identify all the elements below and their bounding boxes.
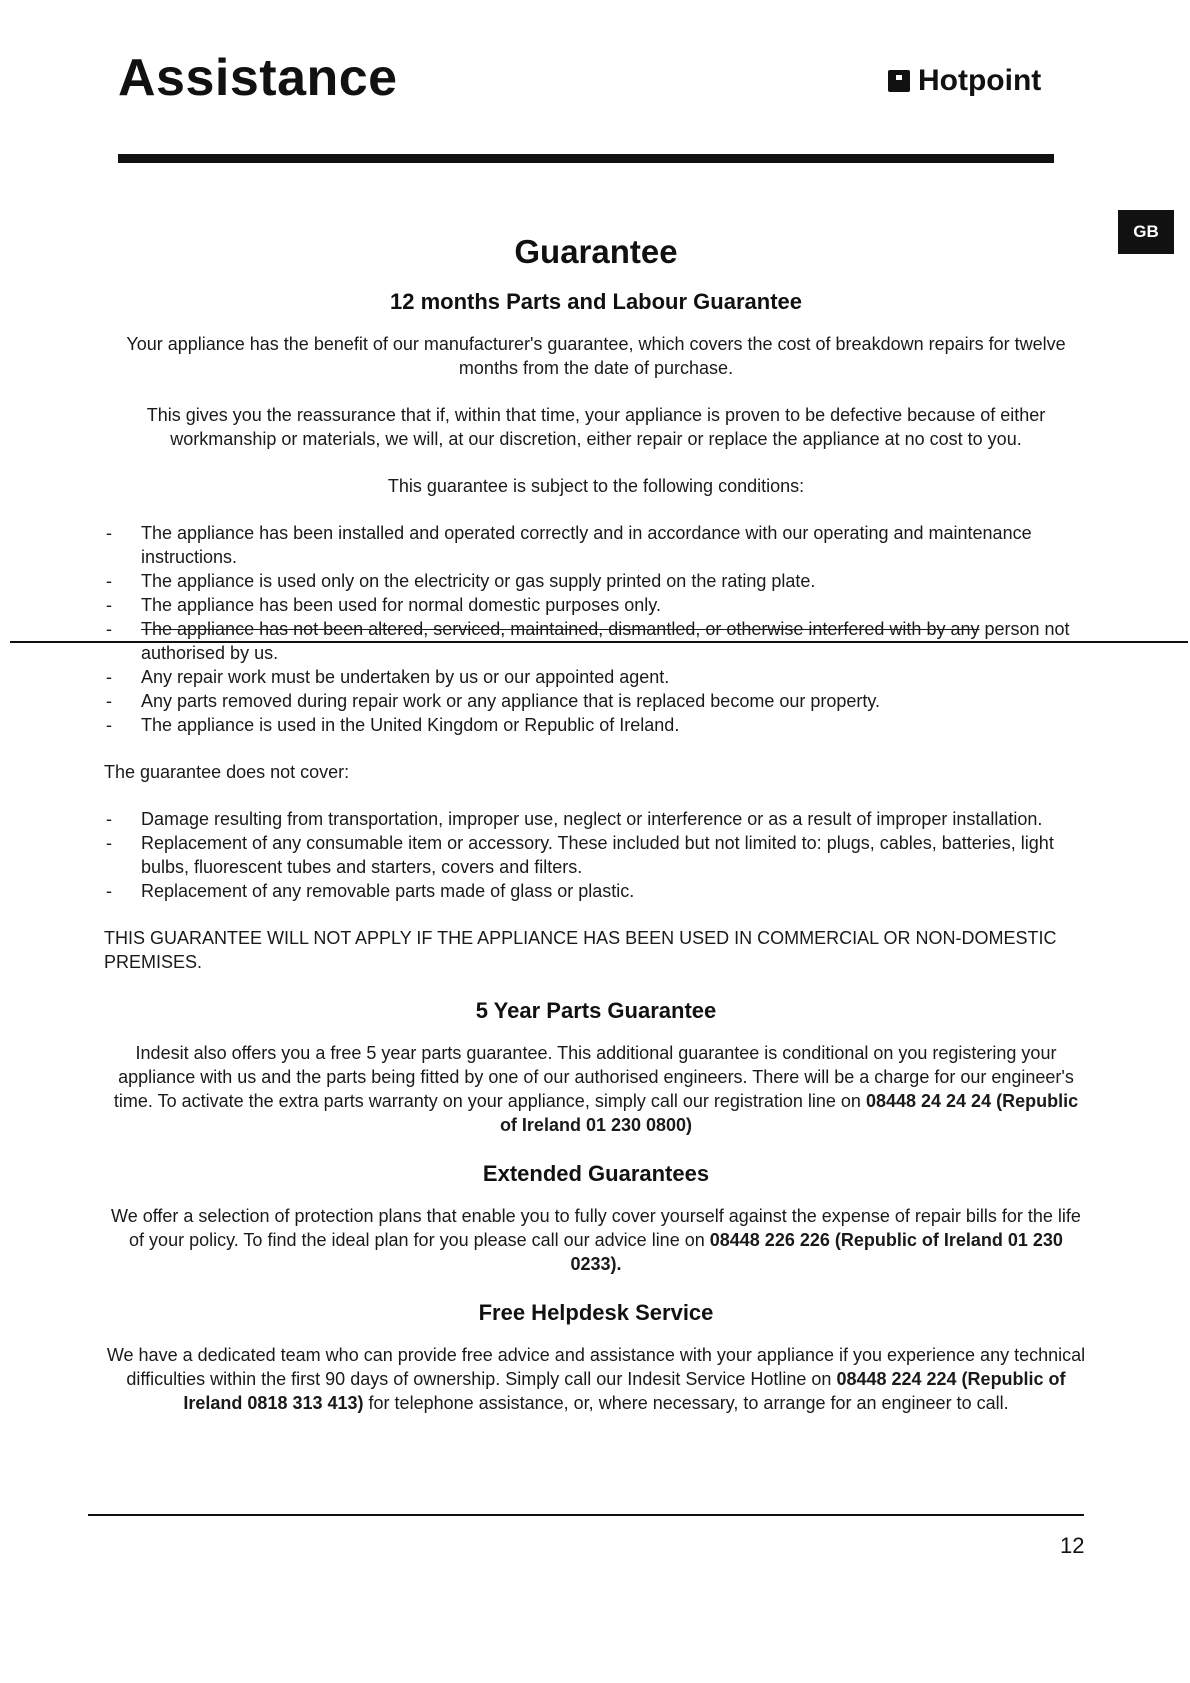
extended-text: We offer a selection of protection plans that enable you to fully cover yourself against the expense of repair bills for the life of your policy. To find the ideal plan for you please call our advice line on <box>111 1206 1081 1250</box>
parts-labour-heading: 12 months Parts and Labour Guarantee <box>390 289 802 314</box>
header-rule <box>118 154 1054 163</box>
guarantee-heading: Guarantee <box>514 233 678 270</box>
main-content <box>104 224 1088 1438</box>
helpdesk-text: We have a dedicated team who can provide free advice and assistance with your appliance if you experience any technical difficulties within the first 90 days of ownership. Simply call our Indesit Service Hotline on <box>106 1345 1086 1389</box>
five-year-heading: 5 Year Parts Guarantee <box>475 998 717 1023</box>
exclusions-list <box>104 807 1088 903</box>
extended-paragraph <box>104 1204 1088 1276</box>
brand-logo <box>888 64 1041 98</box>
exclusion-item: - Damage resulting from transportation, improper use, neglect or interference or as a result of improper installation. <box>104 807 1088 831</box>
helpdesk-heading: Free Helpdesk Service <box>478 1300 714 1325</box>
page-number: 12 <box>1060 1533 1085 1558</box>
helpdesk-paragraph <box>104 1343 1088 1415</box>
not-cover-intro: The guarantee does not cover: <box>104 762 350 782</box>
condition-item: - Any parts removed during repair work or any appliance that is replaced become our property. <box>104 689 1088 713</box>
language-tab: GB <box>1118 210 1174 254</box>
conditions-list <box>104 521 1088 737</box>
five-year-text: Indesit also offers you a free 5 year parts guarantee. This additional guarantee is conditional on you registering your appliance with us and the parts being fitted by one of our authorised engineers. There will be a charge for our engineer's time. To activate the extra parts warranty on your appliance, simply call our registration line on <box>113 1043 1074 1111</box>
condition-item: - The appliance is used only on the electricity or gas supply printed on the rating plate. <box>104 569 1088 593</box>
five-year-paragraph <box>104 1041 1088 1137</box>
footer-rule <box>88 1514 1084 1516</box>
commercial-warning: THIS GUARANTEE WILL NOT APPLY IF THE APPLIANCE HAS BEEN USED IN COMMERCIAL OR NON-DOMESTIC PREMISES. <box>104 928 1057 972</box>
condition-item: - The appliance has been installed and operated correctly and in accordance with our operating and maintenance instructions. <box>104 521 1088 569</box>
exclusion-item: - Replacement of any consumable item or accessory. These included but not limited to: plugs, cables, batteries, light bulbs, fluorescent tubes and starters, covers and filters. <box>104 831 1088 879</box>
struck-text: The appliance has not been altered, serviced, maintained, dismantled, or otherwise interfered with by any <box>141 619 980 639</box>
conditions-intro: This guarantee is subject to the following conditions: <box>387 476 805 496</box>
extended-phone: 08448 226 226 (Republic of Ireland 01 230 0233). <box>570 1230 1063 1274</box>
page-title: Assistance <box>118 49 398 107</box>
intro-paragraph-1: Your appliance has the benefit of our manufacturer's guarantee, which covers the cost of breakdown repairs for twelve months from the date of purchase. <box>126 334 1066 378</box>
intro-paragraph-2: This gives you the reassurance that if, within that time, your appliance is proven to be defective because of either workmanship or materials, we will, at our discretion, either repair or replace the appliance at no cost to you. <box>146 405 1046 449</box>
helpdesk-text-end: for telephone assistance, or, where necessary, to arrange for an engineer to call. <box>368 1393 1009 1413</box>
condition-item: - The appliance has been used for normal domestic purposes only. <box>104 593 1088 617</box>
extended-heading: Extended Guarantees <box>482 1161 710 1186</box>
helpdesk-phone: 08448 224 224 (Republic of Ireland 0818 313 413) <box>183 1369 1066 1413</box>
exclusion-item: - Replacement of any removable parts made of glass or plastic. <box>104 879 1088 903</box>
condition-item <box>104 617 1088 665</box>
brand-name: Hotpoint <box>918 64 1042 97</box>
hotpoint-logo-icon <box>888 70 910 92</box>
condition-item: - Any repair work must be undertaken by us or our appointed agent. <box>104 665 1088 689</box>
condition-item: - The appliance is used in the United Kingdom or Republic of Ireland. <box>104 713 1088 737</box>
five-year-phone: 08448 24 24 24 (Republic of Ireland 01 230 0800) <box>499 1091 1079 1135</box>
condition-text: person not authorised by us. <box>141 619 1070 663</box>
